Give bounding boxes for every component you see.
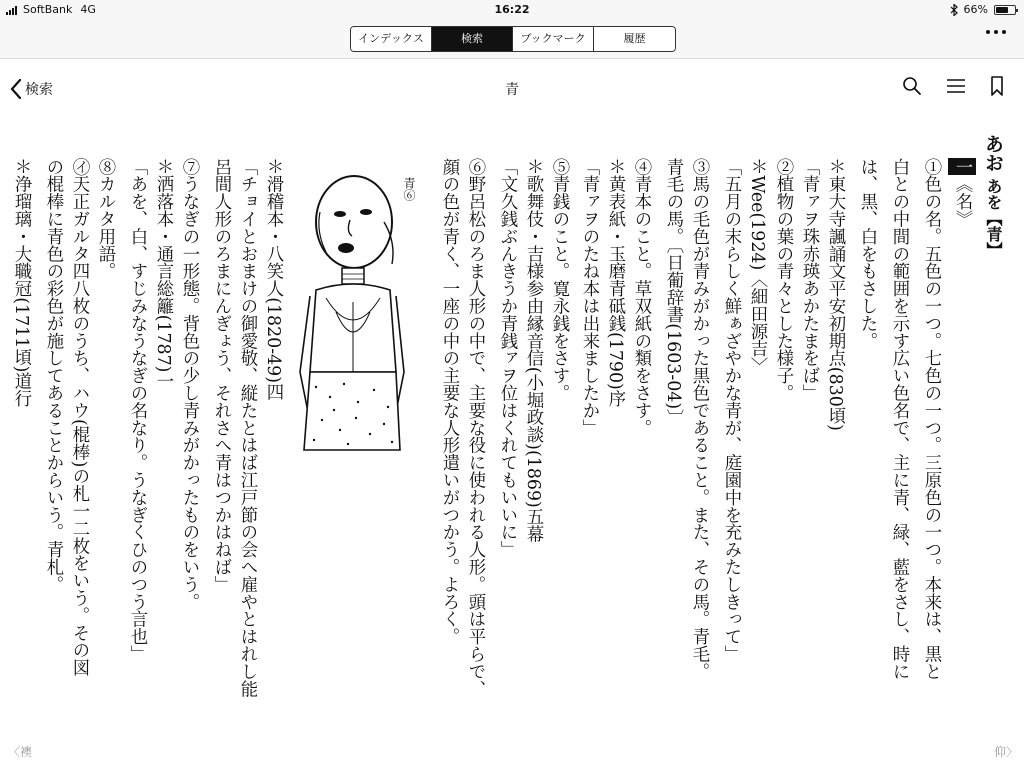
- status-bar: [0, 0, 1024, 20]
- entry-line: ＊洒落本・通言総籬(1787)一: [153, 158, 173, 390]
- entry-line: ⑦うなぎの一形態。背色の少し青みがかったものをいう。: [179, 158, 199, 611]
- segment-tab[interactable]: ブックマーク: [513, 27, 594, 51]
- navigation-bar: [0, 59, 1024, 117]
- illustration-caption: 青⑥: [402, 177, 416, 201]
- bluetooth-icon: [950, 4, 958, 16]
- mode-segmented-control: [350, 26, 676, 52]
- entry-line: の棍棒に青色の彩色が施してあることからいう。青札。: [43, 158, 63, 593]
- entry-line: ⑧カルタ用語。: [95, 158, 115, 280]
- headword-kana: あお: [982, 134, 1004, 172]
- bookmark-icon: [990, 76, 1004, 96]
- entry-line: ①色の名。五色の一つ。七色の一つ。三原色の一つ。本来は、黒と: [921, 158, 941, 680]
- entry-line: ②植物の葉の青々とした様子。: [773, 158, 793, 402]
- entry-line: ＊浄瑠璃・大職冠(1711頃)道行: [11, 158, 31, 408]
- entry-line: ㋑天正ガルタ四八枚のうち、ハウ(棍棒)の札一二枚をいう。その図: [69, 158, 89, 677]
- entry-line: 白との中間の範囲を示す広い色名で、主に青、緑、藍をさし、時に: [889, 158, 909, 680]
- search-icon: [902, 76, 922, 96]
- entry-line: 「あを、白、すじみなうなぎの名なり。うなぎくひのつう言也」: [127, 158, 147, 663]
- entry-line: ＊東大寺諷誦文平安初期点(830頃): [825, 158, 845, 431]
- entry-line: [950, 158, 976, 228]
- status-right: [950, 3, 1016, 16]
- entry-line: ⑥野呂松のろま人形の中で、主要な役に使われる人形。頭は平らで、: [465, 158, 485, 698]
- entry-line: 顔の色が青く、一座の中の主要な人形遣いがつかう。よろく。: [439, 158, 459, 646]
- bookmark-button[interactable]: [990, 76, 1004, 100]
- entry-line: ⑤青銭のこと。寛永銭をさす。: [549, 158, 569, 402]
- noroma-puppet-illustration: [296, 172, 406, 457]
- battery-icon: [994, 5, 1016, 15]
- top-toolbar: [0, 20, 1024, 59]
- entry-line: ＊Wee(1924)〈細田源吉〉: [747, 158, 767, 375]
- back-label: 検索: [25, 82, 53, 98]
- segment-tab[interactable]: インデックス: [351, 27, 432, 51]
- entry-line: 「チョイとおまけの御愛敬、縦たとはば江戸節の会へ雇やとはれし能: [237, 158, 257, 698]
- page-title: 青: [505, 82, 519, 98]
- previous-entry-link[interactable]: 〈襖: [8, 745, 33, 759]
- entry-line: 呂間人形のろまにんぎょう、それさへ青はつかはねば」: [211, 158, 231, 593]
- nav-actions: [902, 76, 1004, 100]
- battery-fill: [996, 7, 1008, 13]
- entry-line: 「青ァヲのたね本は出来ましたか」: [579, 158, 599, 437]
- more-menu-button[interactable]: [986, 30, 1006, 34]
- sense-number-box: 一: [948, 158, 976, 175]
- part-of-speech: 《名》: [952, 175, 972, 228]
- entry-line: 「文久銭ぶんきうか青銭ァヲ位はくれてもいいに」: [497, 158, 517, 559]
- entry-line: ④青本のこと。草双紙の類をさす。: [631, 158, 651, 437]
- carrier-name: SoftBank: [23, 3, 73, 16]
- headword-kanji: あを【青】: [984, 178, 1003, 258]
- entry-line: 「青ァヲ珠赤瑛あかたまをば」: [799, 158, 819, 402]
- next-entry-link[interactable]: 仰〉: [993, 745, 1018, 759]
- search-button[interactable]: [902, 76, 922, 100]
- segment-tab[interactable]: 検索: [432, 27, 513, 51]
- entry-line: ＊滑稽本・八笑人(1820-49)四: [263, 158, 283, 401]
- entry-line: 「五月の末らしく鮮ぁざやかな青が、庭園中を充みたしきって」: [721, 158, 741, 663]
- entry-line: ＊歌舞伎・吉様参由縁音信(小堀政談)(1869)五幕: [523, 158, 543, 543]
- segment-tab[interactable]: 履歴: [594, 27, 675, 51]
- clock: 16:22: [494, 3, 530, 16]
- entry-line: 青毛の馬。〔日葡辞書(1603-04)〕: [663, 158, 683, 427]
- headword: [980, 134, 1006, 258]
- battery-percent: 66%: [963, 3, 988, 16]
- dictionary-entry: [0, 120, 1024, 745]
- network-type: 4G: [80, 3, 96, 16]
- list-icon: [946, 77, 966, 95]
- entry-line: ＊黄表紙・玉磨青砥銭(1790)序: [605, 158, 625, 408]
- entry-line: ③馬の毛色が青みがかった黒色であること。また、その馬。青毛。: [689, 158, 709, 680]
- contents-button[interactable]: [946, 77, 966, 99]
- entry-line: は、黒、白をもさした。: [857, 158, 877, 350]
